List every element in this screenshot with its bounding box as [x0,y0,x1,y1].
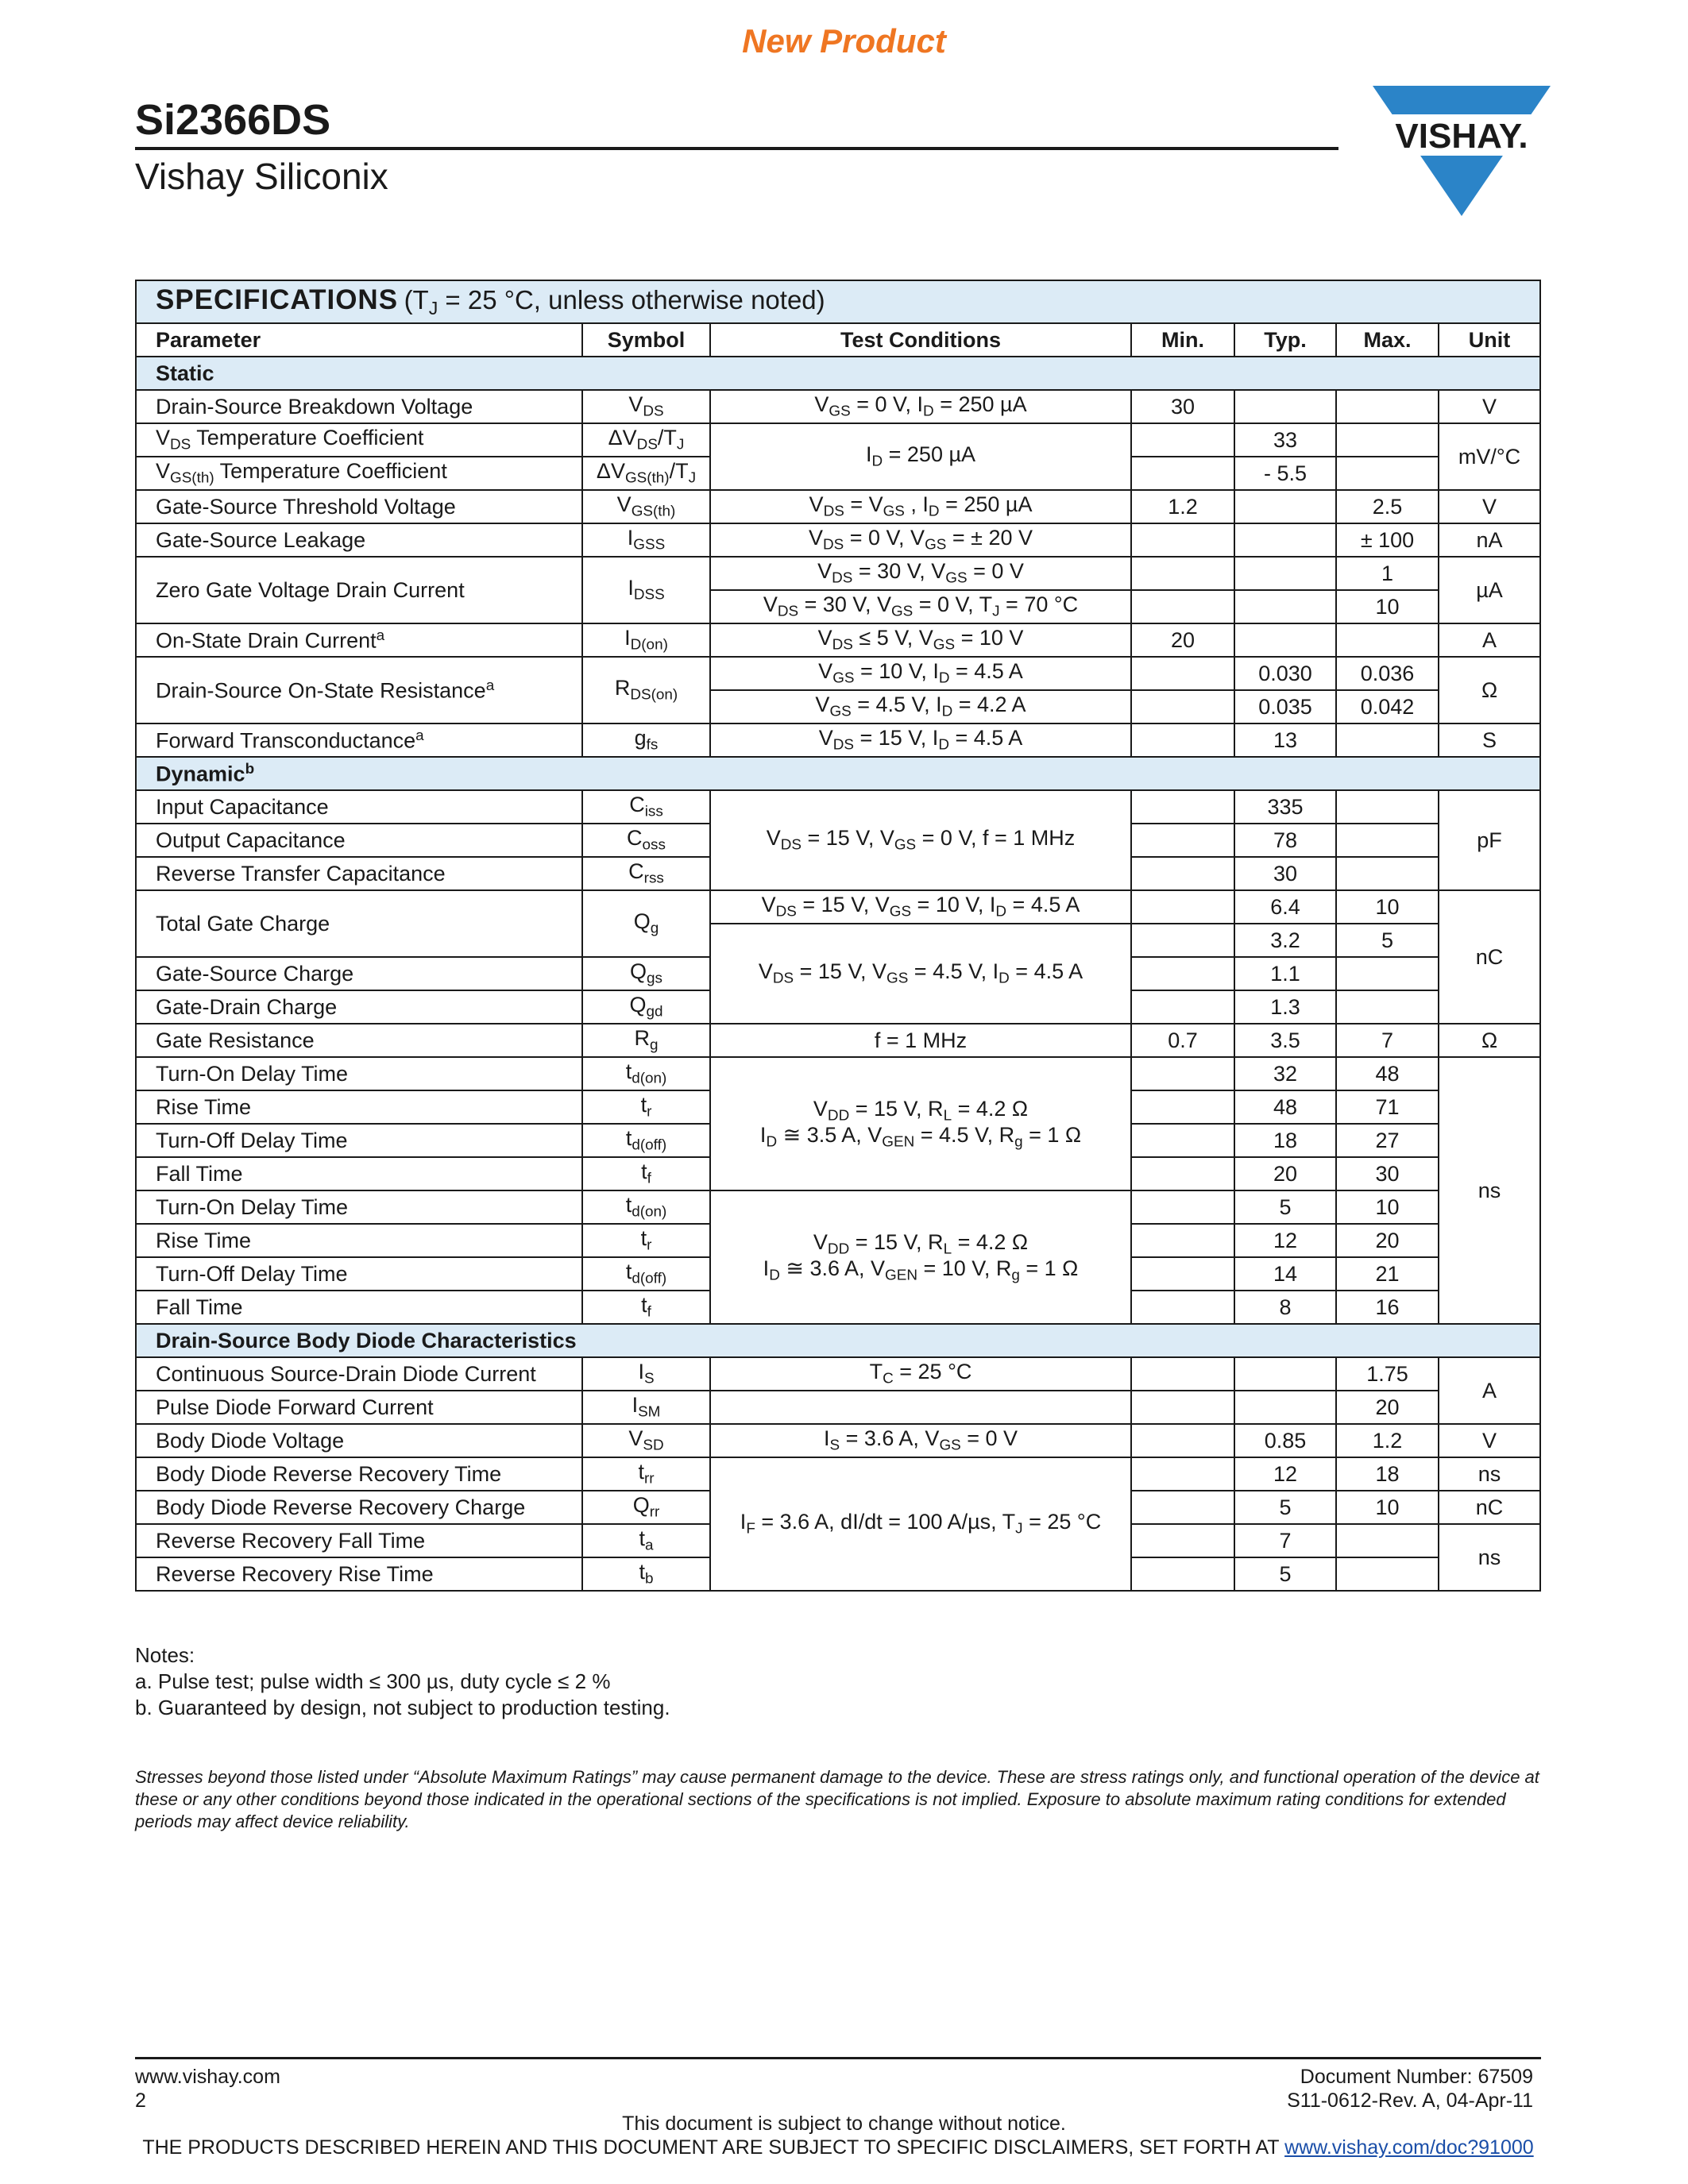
footer-left [135,2065,280,2113]
table-row: Turn-Off Delay Time $t_{d(off)}$ 14 21 [136,1257,1540,1291]
col-max: Max. [1336,323,1439,357]
table-header-row [136,323,1540,357]
col-test-conditions: Test Conditions [710,323,1131,357]
table-title: SPECIFICATIONS ($T_J = 25$ °C, unless otherwise noted) [136,280,1540,323]
table-row: Continuous Source-Drain Diode Current $I_S$ $T_C = 25$ °C 1.75 A [136,1357,1540,1391]
table-row: $V_{DS} = 30$ V, $V_{GS} = 0$ V, $T_J = 70$ °C 10 [136,590,1540,623]
table-row: Turn-Off Delay Time $t_{d(off)}$ 18 27 [136,1124,1540,1157]
note-b: b. Guaranteed by design, not subject to production testing. [135,1696,670,1719]
table-row: Gate-Drain Charge $Q_{gd}$ 1.3 [136,990,1540,1024]
section-dynamic: Dynamic$^b$ [136,757,1540,790]
table-row: Drain-Source On-State Resistance$^a$ $R_{DS(on)}$ $V_{GS} = 10$ V, $I_D = 4.5$ A 0.030 0.036 Ω [136,657,1540,690]
table-row: Reverse Transfer Capacitance $C_{rss}$ 30 [136,857,1540,890]
vishay-logo [1366,79,1557,221]
table-row: Input Capacitance $C_{iss}$ $V_{DS} = 15$ V, $V_{GS} = 0$ V, f = 1 MHz 335 pF [136,790,1540,824]
table-row: Forward Transconductance$^a$ $g_{fs}$ $V_{DS} = 15$ V, $I_D = 4.5$ A 13 S [136,723,1540,757]
part-number: Si2366DS [135,96,331,144]
page-number: 2 [135,2089,146,2112]
section-body-diode: Drain-Source Body Diode Characteristics [136,1324,1540,1357]
table-row: Total Gate Charge $Q_g$ $V_{DS} = 15$ V, $V_{GS} = 10$ V, $I_D = 4.5$ A 6.4 10 nC [136,890,1540,924]
note-a: a. Pulse test; pulse width ≤ 300 µs, duty cycle ≤ 2 % [135,1669,611,1693]
footer-rule [135,2057,1541,2059]
col-min: Min. [1131,323,1234,357]
table-row: Fall Time $t_f$ 20 30 [136,1157,1540,1190]
table-title-row [136,280,1540,323]
col-typ: Typ. [1234,323,1336,357]
table-row: Gate-Source Threshold Voltage $V_{GS(th)}$ $V_{DS} = V_{GS}$ , $I_D = 250$ µA 1.2 2.5 V [136,490,1540,523]
header-rule [135,147,1338,150]
table-row: Rise Time $t_r$ 12 20 [136,1224,1540,1257]
table-row: Turn-On Delay Time $t_{d(on)}$ $V_{DD} = 15$ V, $R_L = 4.2$ Ω $I_D$ ≅ 3.5 A, $V_{GEN} = 4.5$ V, $R_g = 1$ Ω 32 48 ns [136,1057,1540,1090]
table-row: $V_{DS} = 15$ V, $V_{GS} = 4.5$ V, $I_D = 4.5$ A 3.2 5 [136,924,1540,957]
table-notes [135,1642,670,1721]
table-row: Body Diode Reverse Recovery Time $t_{rr}$ $I_F = 3.6$ A, dI/dt = 100 A/µs, $T_J = 25$ °C 12 18 ns [136,1457,1540,1491]
table-row: Gate Resistance $R_g$ f = 1 MHz 0.7 3.5 7 Ω [136,1024,1540,1057]
table-row: Gate-Source Charge $Q_{gs}$ 1.1 [136,957,1540,990]
logo-wordmark: VISHAY. [1395,117,1528,156]
table-row: Drain-Source Breakdown Voltage $V_{DS}$ $V_{GS} = 0$ V, $I_D = 250$ µA 30 V [136,390,1540,423]
table-row: Reverse Recovery Fall Time $t_a$ 7 ns [136,1524,1540,1557]
table-row: Rise Time $t_r$ 48 71 [136,1090,1540,1124]
footer-website[interactable]: www.vishay.com [135,2066,280,2088]
new-product-banner: New Product [742,22,946,60]
disclaimer-link[interactable]: www.vishay.com/doc?91000 [1284,2136,1534,2159]
col-parameter: Parameter [136,323,582,357]
table-row: $V_{DS}$ Temperature Coefficient $\Delta V_{DS}/T_J$ $I_D = 250$ µA 33 mV/°C [136,423,1540,457]
specifications-table [135,280,1541,1592]
table-row: Gate-Source Leakage $I_{GSS}$ $V_{DS} = 0$ V, $V_{GS}$ = ± 20 V ± 100 nA [136,523,1540,557]
col-unit: Unit [1439,323,1540,357]
table-row: $V_{GS(th)}$ Temperature Coefficient $\Delta V_{GS(th)}/T_J$ - 5.5 [136,457,1540,490]
table-row: Output Capacitance $C_{oss}$ 78 [136,824,1540,857]
table-row: Pulse Diode Forward Current $I_{SM}$ 20 [136,1391,1540,1424]
table-row: Zero Gate Voltage Drain Current $I_{DSS}$ $V_{DS} = 30$ V, $V_{GS} = 0$ V 1 µA [136,557,1540,590]
table-row: Body Diode Voltage $V_{SD}$ $I_S = 3.6$ A, $V_{GS} = 0$ V 0.85 1.2 V [136,1424,1540,1457]
table-row: Reverse Recovery Rise Time $t_b$ 5 [136,1557,1540,1591]
table-row: $V_{GS} = 4.5$ V, $I_D = 4.2$ A 0.035 0.042 [136,690,1540,723]
table-row: On-State Drain Current$^a$ $I_{D(on)}$ $V_{DS} \le 5$ V, $V_{GS} = 10$ V 20 A [136,623,1540,657]
section-static: Static [136,357,1540,390]
change-notice: This document is subject to change without notice. [622,2113,1066,2135]
table-row: Fall Time $t_f$ 8 16 [136,1291,1540,1324]
table-row: Turn-On Delay Time $t_{d(on)}$ $V_{DD} = 15$ V, $R_L = 4.2$ Ω $I_D$ ≅ 3.6 A, $V_{GEN} = 10$ V, $R_g = 1$ Ω 5 10 [136,1190,1540,1224]
document-revision: S11-0612-Rev. A, 04-Apr-11 [1287,2089,1533,2112]
footer-right [1112,2065,1533,2113]
col-symbol: Symbol [582,323,710,357]
manufacturer-name: Vishay Siliconix [135,156,388,197]
footer-disclaimer: THE PRODUCTS DESCRIBED HEREIN AND THIS DOCUMENT ARE SUBJECT TO SPECIFIC DISCLAIMERS, SET FORTH AT www.vishay.com/doc?91000 [142,2136,1534,2159]
document-number: Document Number: 67509 [1300,2066,1533,2088]
notes-heading: Notes: [135,1643,195,1667]
stress-disclaimer: Stresses beyond those listed under “Absolute Maximum Ratings” may cause permanent damage to the device. These are stress ratings only, and functional operation of the device at these or any other conditions beyond those indicated in the operational sections of the specifications is not implied. Exposure to absolute maximum rating conditions for extended periods may affect device reliability. [135,1767,1539,1831]
table-row: Body Diode Reverse Recovery Charge $Q_{rr}$ 5 10 nC [136,1491,1540,1524]
